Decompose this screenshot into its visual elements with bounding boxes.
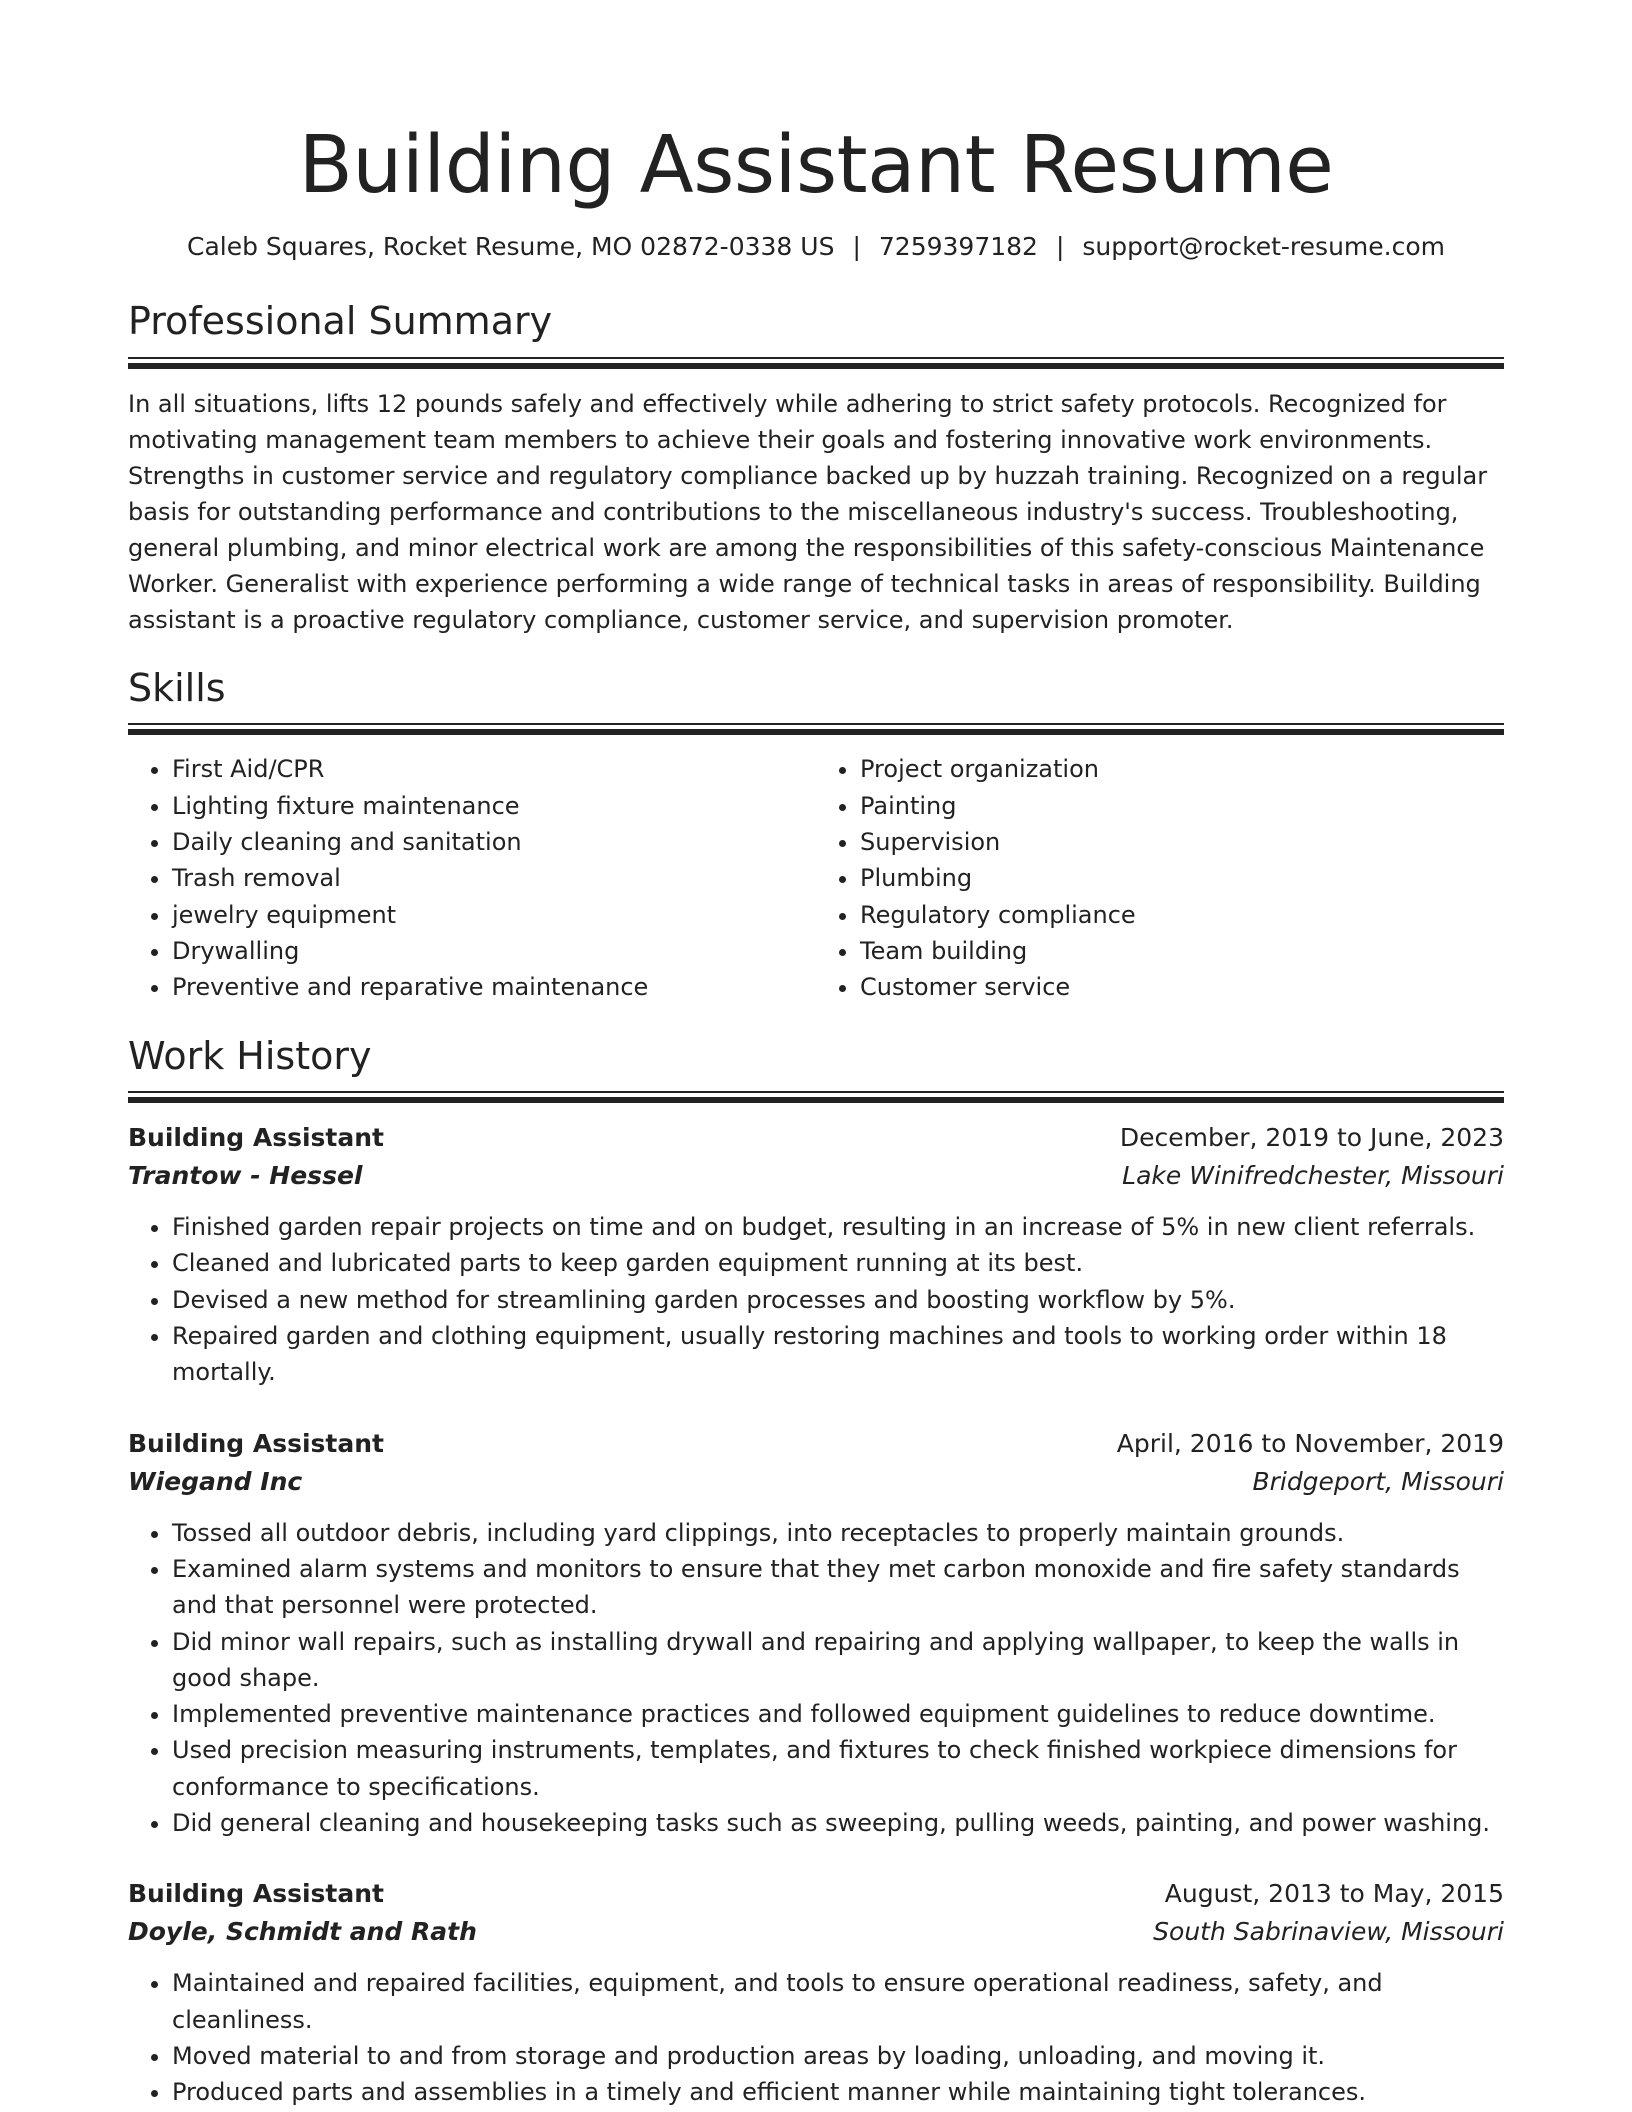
job-bullet: • Moved material to and from storage and production areas by loading, unloading, and moving it. [172,2038,1504,2074]
job-entry [128,1425,1504,1842]
job-bullet: • Cleaned and lubricated parts to keep garden equipment running at its best. [172,1245,1504,1281]
job-bullet: • Tossed all outdoor debris, including yard clippings, into receptacles to properly maintain grounds. [172,1515,1504,1551]
skill-item: • Lighting fixture maintenance [172,788,816,824]
job-subheader-row [128,1463,1504,1501]
job-company: Doyle, Schmidt and Rath [128,1917,477,1947]
job-bullet: • Maintained and repaired facilities, equipment, and tools to ensure operational readiness, safety, and cleanliness. [172,1965,1504,2038]
job-bullets [128,1515,1504,1842]
skills-section [128,666,1504,1006]
job-header-row [128,1119,1504,1157]
skill-item: • Supervision [860,824,1504,860]
job-company: Trantow - Hessel [128,1161,363,1191]
contact-separator: | [1055,231,1065,261]
job-bullet: • Did general cleaning and housekeeping tasks such as sweeping, pulling weeds, painting, and power washing. [172,1805,1504,1841]
job-bullet: • Examined alarm systems and monitors to ensure that they met carbon monoxide and fire safety standards and that personnel were protected. [172,1551,1504,1624]
job-title: Building Assistant [128,1428,384,1458]
job-dates: April, 2016 to November, 2019 [1116,1428,1504,1458]
contact-separator: | [852,231,861,261]
section-divider [128,357,1504,359]
job-bullet: • Repaired garden and clothing equipment, usually restoring machines and tools to working order within 18 mortally. [172,1318,1504,1391]
job-subheader-row [128,1157,1504,1195]
job-dates: August, 2013 to May, 2015 [1164,1879,1504,1909]
job-subheader-row [128,1913,1504,1951]
job-company: Wiegand Inc [128,1466,303,1496]
job-bullet: • Finished garden repair projects on time and on budget, resulting in an increase of 5% in new client referrals. [172,1209,1504,1245]
skill-item: • jewelry equipment [172,897,816,933]
job-bullet: • Did minor wall repairs, such as installing drywall and repairing and applying wallpaper, to keep the walls in good shape. [172,1624,1504,1697]
skill-item: • Trash removal [172,860,816,896]
job-bullet: • Implemented preventive maintenance practices and followed equipment guidelines to reduce downtime. [172,1696,1504,1732]
contact-phone: 7259397182 [878,231,1038,261]
summary-text: In all situations, lifts 12 pounds safely and effectively while adhering to strict safety protocols. Recognized for motivating management team members to achieve their goals and fostering innovative work environments. Strengths in customer service and regulatory compliance backed up by huzzah training. Recognized on a regular basis for outstanding performance and contributions to the miscellaneous industry's success. Troubleshooting, general plumbing, and minor electrical work are among the responsibilities of this safety-conscious Maintenance Worker. Generalist with experience performing a wide range of technical tasks in areas of responsibility. Building assistant is a proactive regulatory compliance, customer service, and supervision promoter. [128,389,1488,634]
job-header-row [128,1425,1504,1463]
summary-section [128,299,1504,638]
summary-heading: Professional Summary [128,299,553,344]
skill-item: • Team building [860,933,1504,969]
section-divider [128,1091,1504,1093]
job-entry [128,1875,1504,2110]
skill-item: • Daily cleaning and sanitation [172,824,816,860]
skill-item: • First Aid/CPR [172,751,816,787]
skills-list-left [128,751,816,1005]
skills-heading: Skills [128,665,226,710]
work-history-section [128,1034,1504,2111]
job-entry [128,1119,1504,1390]
job-location: Lake Winifredchester, Missouri [1122,1161,1504,1191]
job-bullet: • Used precision measuring instruments, templates, and fixtures to check finished workpiece dimensions for conformance to specifications. [172,1732,1504,1805]
skills-grid [128,751,1504,1005]
skill-item: • Painting [860,788,1504,824]
job-title: Building Assistant [128,1123,384,1153]
contact-address: Caleb Squares, Rocket Resume, MO 02872-0338 US [186,231,835,261]
job-title: Building Assistant [128,1879,384,1909]
skills-list-right [816,751,1504,1005]
job-bullets [128,1965,1504,2110]
job-location: South Sabrinaview, Missouri [1153,1917,1504,1947]
job-dates: December, 2019 to June, 2023 [1119,1123,1504,1153]
job-header-row [128,1875,1504,1913]
job-location: Bridgeport, Missouri [1252,1466,1504,1496]
work-history-heading: Work History [128,1033,372,1078]
section-divider [128,723,1504,725]
job-bullets [128,1209,1504,1390]
job-bullet: • Devised a new method for streamlining garden processes and boosting workflow by 5%. [172,1282,1504,1318]
skill-item: • Drywalling [172,933,816,969]
skill-item: • Regulatory compliance [860,897,1504,933]
skill-item: • Plumbing [860,860,1504,896]
skill-item: • Preventive and reparative maintenance [172,969,816,1005]
skill-item: • Customer service [860,969,1504,1005]
job-bullet: • Produced parts and assemblies in a timely and efficient manner while maintaining tight tolerances. [172,2074,1504,2110]
contact-email: support@rocket-resume.com [1082,231,1445,261]
skill-item: • Project organization [860,751,1504,787]
page-title: Building Assistant Resume [298,119,1334,211]
contact-line [128,231,1504,264]
